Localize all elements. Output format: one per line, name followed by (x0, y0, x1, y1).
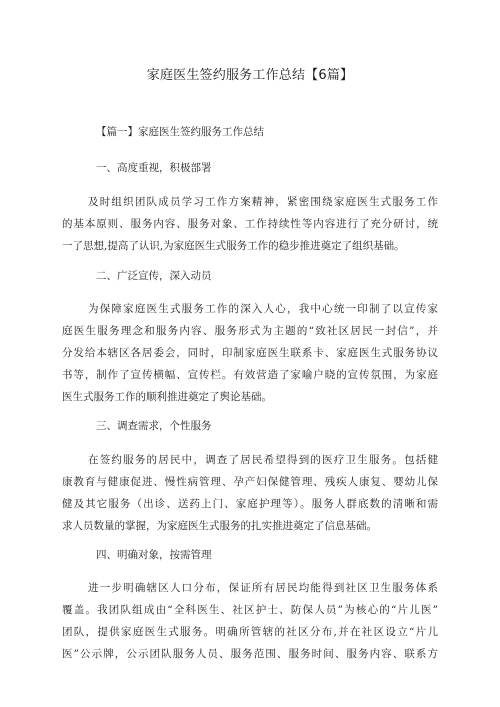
paragraph-line: 医”公示牌，公示团队服务人员、服务范围、服务时间、服务内容、联系方 (62, 648, 438, 660)
paragraph-4 (62, 577, 438, 665)
section-heading: 【篇一】家庭医生签约服务工作总结 (96, 126, 264, 138)
paragraph-line: 团队，提供家庭医生式服务。明确所管辖的社区分布,并在社区设立“片儿 (62, 626, 438, 638)
sub-heading-4: 四、明确对象，按需管理 (96, 549, 212, 561)
paragraph-line: 覆盖。我团队组成由“全科医生、社区护士、防保人员”为核心的“片儿医” (62, 604, 438, 616)
paragraph-line: 分发给本辖区各居委会，同时，印制家庭医生联系卡、家庭医生式服务协议 (62, 347, 438, 359)
paragraph-line: 健及其它服务（出诊、送药上门、家庭护理等）。服务人群底数的清晰和需 (62, 498, 438, 510)
paragraph-line: 进一步明确辖区人口分布，保证所有居民均能得到社区卫生服务体系 (88, 582, 438, 594)
paragraph-3 (62, 449, 438, 537)
paragraph-line: 为保障家庭医生式服务工作的深入人心，我中心统一印制了以宣传家 (88, 303, 438, 315)
paragraph-line: 书等，制作了宣传横幅、宣传栏。有效营造了家喻户晓的宣传氛围，为家庭 (62, 369, 438, 381)
paragraph-line: 的基本原则、服务内容、服务对象、工作持续性等内容进行了充分研讨，统 (62, 218, 438, 230)
sub-heading-2: 二、广泛宣传，深入动员 (96, 270, 212, 282)
sub-heading-1: 一、高度重视，积极部署 (96, 162, 212, 174)
paragraph-2 (62, 298, 438, 408)
paragraph-line: 及时组织团队成员学习工作方案精神，紧密围绕家庭医生式服务工作 (88, 196, 438, 208)
paragraph-line: 一了思想,提高了认识,为家庭医生式服务工作的稳步推进奠定了组织基础。 (62, 240, 405, 252)
sub-heading-3: 三、调查需求，个性服务 (96, 420, 212, 432)
document-title: 家庭医生签约服务工作总结【6篇】 (146, 68, 354, 83)
paragraph-line: 在签约服务的居民中，调查了居民希望得到的医疗卫生服务。包括健 (88, 454, 438, 466)
paragraph-line: 求人员数量的掌握，为家庭医生式服务的扎实推进奠定了信息基础。 (62, 520, 377, 532)
paragraph-line: 医生式服务工作的顺利推进奠定了舆论基础。 (62, 391, 272, 403)
paragraph-1 (62, 191, 438, 257)
paragraph-line: 康教育与健康促进、慢性病管理、孕产妇保健管理、残疾人康复、婴幼儿保 (62, 476, 438, 488)
paragraph-line: 庭医生服务理念和服务内容、服务形式为主题的“致社区居民一封信”，并 (62, 325, 438, 337)
